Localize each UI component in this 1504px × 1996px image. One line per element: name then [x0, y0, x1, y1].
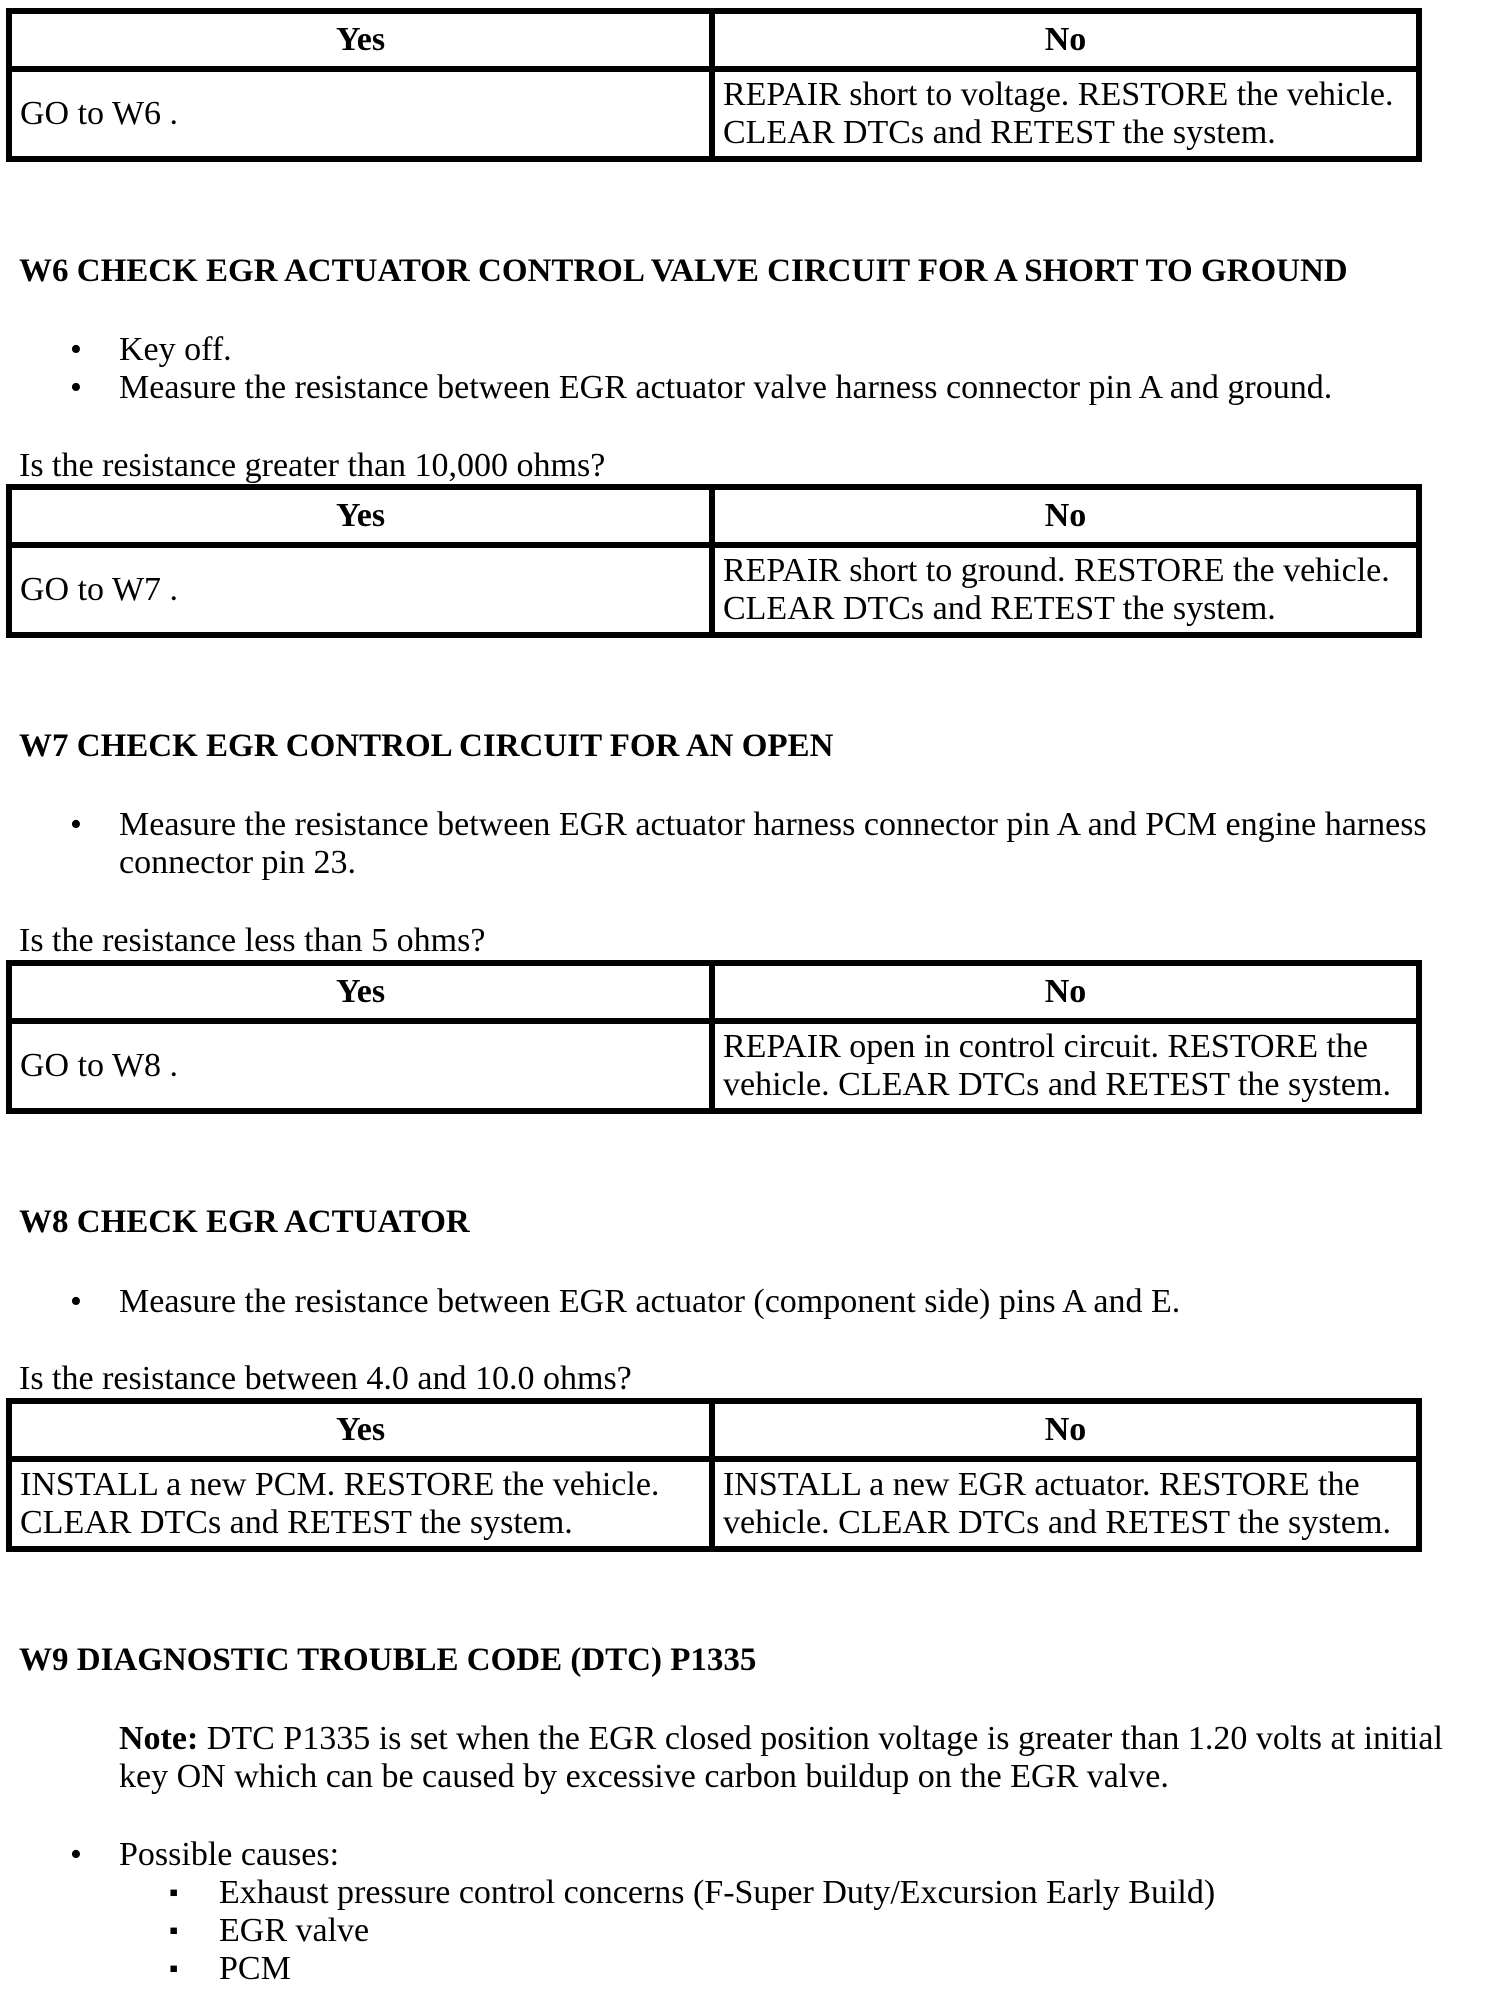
yes-cell: GO to W7 .: [9, 545, 712, 635]
list-item: [70, 1836, 1450, 1988]
table-header-row: [9, 1401, 1419, 1459]
w6-question: Is the resistance greater than 10,000 ohms?: [19, 447, 606, 484]
no-cell: REPAIR short to ground. RESTORE the vehicle. CLEAR DTCs and RETEST the system.: [712, 545, 1419, 635]
list-item: • Key off.: [70, 331, 1450, 369]
no-header: No: [712, 487, 1419, 545]
list-item: • Measure the resistance between EGR actuator valve harness connector pin A and ground.: [70, 369, 1450, 407]
yes-cell: GO to W6 .: [9, 69, 712, 159]
table-row: [9, 1021, 1419, 1111]
table-row: [9, 69, 1419, 159]
yes-header: Yes: [9, 487, 712, 545]
no-header: No: [712, 963, 1419, 1021]
table-header-row: [9, 963, 1419, 1021]
yes-header: Yes: [9, 1401, 712, 1459]
list-item: ▪ PCM: [119, 1950, 1450, 1988]
w6-result-table: [6, 484, 1422, 638]
causes-sublist: [119, 1874, 1450, 1988]
w5-result-table: [6, 8, 1422, 162]
list-item: ▪ EGR valve: [119, 1912, 1450, 1950]
w7-step-list: [70, 806, 1450, 882]
w8-question: Is the resistance between 4.0 and 10.0 ohms?: [19, 1360, 632, 1397]
table-row: [9, 1459, 1419, 1549]
no-cell: REPAIR short to voltage. RESTORE the vehicle. CLEAR DTCs and RETEST the system.: [712, 69, 1419, 159]
w9-heading: W9 DIAGNOSTIC TROUBLE CODE (DTC) P1335: [19, 1642, 757, 1678]
list-item: • Measure the resistance between EGR actuator (component side) pins A and E.: [70, 1283, 1450, 1321]
table-header-row: [9, 11, 1419, 69]
no-cell: INSTALL a new EGR actuator. RESTORE the vehicle. CLEAR DTCs and RETEST the system.: [712, 1459, 1419, 1549]
possible-causes-label: Possible causes:: [119, 1836, 340, 1873]
w8-result-table: [6, 1398, 1422, 1552]
table-row: [9, 545, 1419, 635]
w7-heading: W7 CHECK EGR CONTROL CIRCUIT FOR AN OPEN: [19, 728, 834, 764]
list-item: • Measure the resistance between EGR actuator harness connector pin A and PCM engine harness connector pin 23.: [70, 806, 1450, 882]
w8-step-list: [70, 1283, 1450, 1321]
yes-header: Yes: [9, 963, 712, 1021]
w9-cause-list: [70, 1836, 1450, 1988]
w8-heading: W8 CHECK EGR ACTUATOR: [19, 1204, 470, 1240]
table-header-row: [9, 487, 1419, 545]
note-label: Note:: [119, 1720, 199, 1757]
w6-step-list: [70, 331, 1450, 407]
no-header: No: [712, 1401, 1419, 1459]
w7-result-table: [6, 960, 1422, 1114]
yes-cell: INSTALL a new PCM. RESTORE the vehicle. CLEAR DTCs and RETEST the system.: [9, 1459, 712, 1549]
yes-cell: GO to W8 .: [9, 1021, 712, 1111]
note-text: DTC P1335 is set when the EGR closed position voltage is greater than 1.20 volts at initial key ON which can be caused by excessive carbon buildup on the EGR valve.: [119, 1720, 1443, 1795]
no-cell: REPAIR open in control circuit. RESTORE the vehicle. CLEAR DTCs and RETEST the system.: [712, 1021, 1419, 1111]
w7-question: Is the resistance less than 5 ohms?: [19, 922, 486, 959]
w9-note: [119, 1720, 1489, 1796]
list-item: ▪ Exhaust pressure control concerns (F-Super Duty/Excursion Early Build): [119, 1874, 1450, 1912]
no-header: No: [712, 11, 1419, 69]
yes-header: Yes: [9, 11, 712, 69]
w6-heading: W6 CHECK EGR ACTUATOR CONTROL VALVE CIRCUIT FOR A SHORT TO GROUND: [19, 253, 1348, 289]
